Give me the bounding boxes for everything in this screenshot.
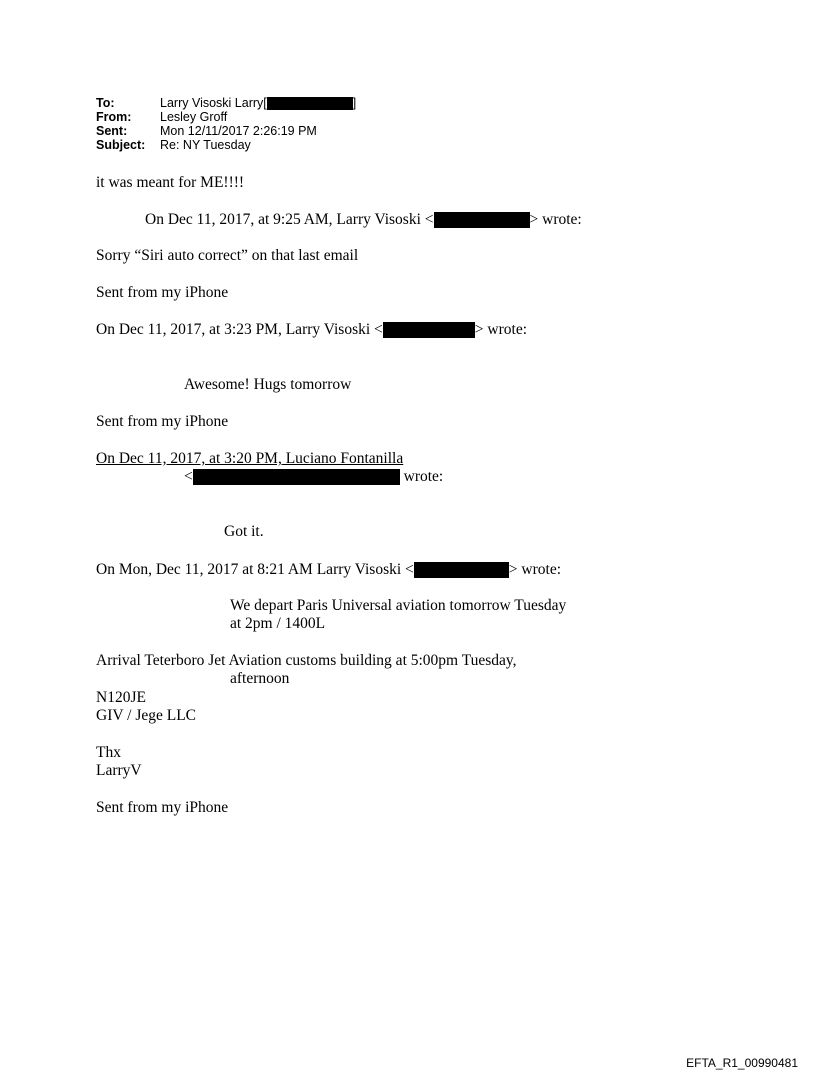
quote-header-2 <box>96 321 527 339</box>
quote-header-4 <box>96 561 561 579</box>
depart-line-2: at 2pm / 1400L <box>230 615 326 632</box>
quote-header-3-line2 <box>184 468 443 486</box>
to-name: Larry Visoski Larry[ <box>160 96 267 110</box>
to-value <box>160 96 356 111</box>
redaction-box <box>414 562 509 578</box>
redaction-box <box>434 212 530 228</box>
quote-header-4-wrote: > wrote: <box>508 561 562 578</box>
signature-iphone-3: Sent from my iPhone <box>96 799 229 816</box>
redaction-box <box>193 469 400 485</box>
sent-label: Sent: <box>96 124 128 138</box>
signature-iphone-1: Sent from my iPhone <box>96 284 229 301</box>
to-close-bracket: ] <box>352 96 357 110</box>
quote-header-1-wrote: > wrote: <box>529 211 582 228</box>
sent-value: Mon 12/11/2017 2:26:19 PM <box>160 124 317 138</box>
quote-header-2-wrote: > wrote: <box>474 321 528 338</box>
tail-number: N120JE <box>96 689 146 706</box>
quote-header-1-text: On Dec 11, 2017, at 9:25 AM, Larry Visoski < <box>145 211 434 228</box>
to-label: To: <box>96 96 115 110</box>
quote-header-3-wrote: wrote: <box>399 468 444 485</box>
from-value: Lesley Groff <box>160 110 228 124</box>
depart-line-1: We depart Paris Universal aviation tomorrow Tuesday <box>230 597 567 614</box>
redaction-box <box>383 322 475 338</box>
signature-iphone-2: Sent from my iPhone <box>96 413 229 430</box>
aircraft-owner: GIV / Jege LLC <box>96 707 197 724</box>
subject-value: Re: NY Tuesday <box>160 138 251 152</box>
arrival-line-1: Arrival Teterboro Jet Aviation customs building at 5:00pm Tuesday, <box>96 652 517 669</box>
quote-header-3-open: < <box>184 468 193 485</box>
quote-header-4-text: On Mon, Dec 11, 2017 at 8:21 AM Larry Visoski < <box>96 561 414 578</box>
quote-header-3-line1: On Dec 11, 2017, at 3:20 PM, Luciano Fontanilla <box>96 450 404 467</box>
body-line-got-it: Got it. <box>224 523 264 540</box>
body-line-awesome: Awesome! Hugs tomorrow <box>184 376 352 393</box>
arrival-line-2: afternoon <box>230 670 290 687</box>
closing-thx: Thx <box>96 744 121 761</box>
from-label: From: <box>96 110 132 124</box>
quote-header-1 <box>145 211 582 229</box>
subject-label: Subject: <box>96 138 146 152</box>
redaction-box <box>267 97 353 110</box>
quote-header-2-text: On Dec 11, 2017, at 3:23 PM, Larry Visoski < <box>96 321 383 338</box>
document-id: EFTA_R1_00990481 <box>686 1056 798 1070</box>
closing-name: LarryV <box>96 762 142 779</box>
body-line-siri: Sorry “Siri auto correct” on that last email <box>96 247 359 264</box>
body-line-meant-for-me: it was meant for ME!!!! <box>96 174 245 191</box>
